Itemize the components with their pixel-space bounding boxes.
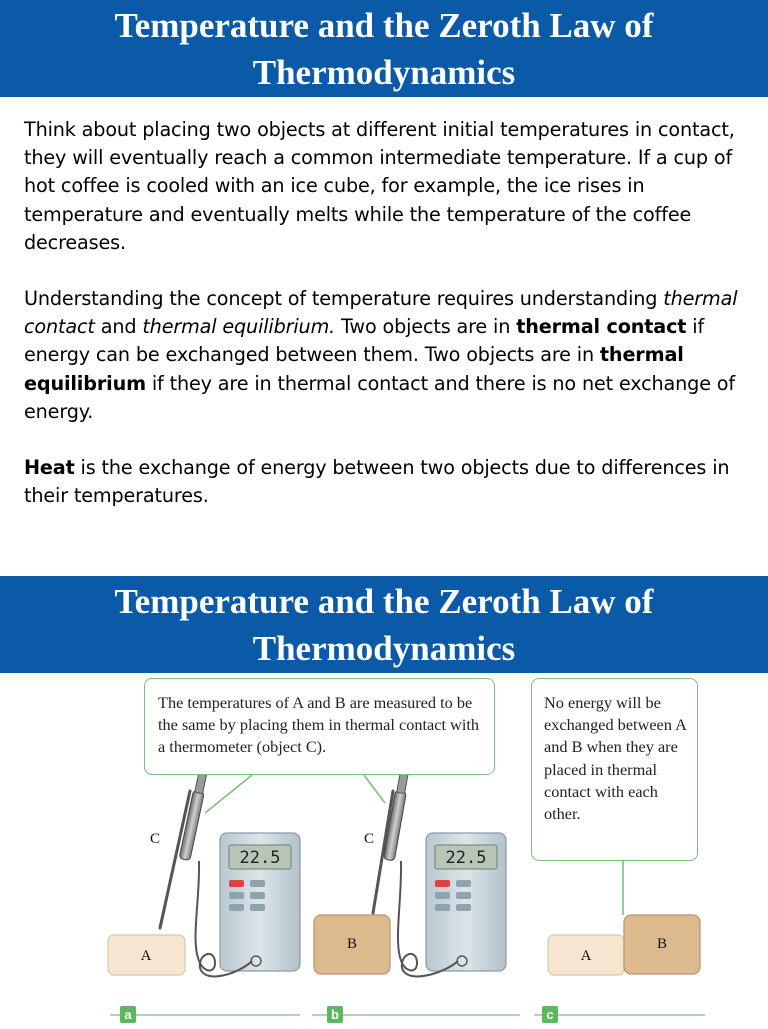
lcd-reading-a: 22.5 — [239, 848, 281, 868]
panel-c — [548, 915, 700, 975]
panel-tag-c — [534, 1006, 705, 1023]
thermometer-probe-a — [160, 769, 207, 928]
object-a-label-c: A — [580, 948, 592, 964]
thermometer-probe-b — [373, 769, 409, 913]
object-b-label: B — [346, 936, 358, 952]
panel-b — [314, 769, 506, 977]
lcd-reading-b: 22.5 — [445, 848, 487, 868]
thermal-definitions-paragraph: Understanding the concept of temperature requires understanding thermal contact and thermal equilibrium. Two objects are in thermal contact if energy can be exchanged between them. Two objects are in thermal equilibrium if they are in thermal contact and there is no net exchange of energy. — [24, 287, 738, 423]
panel-a — [108, 769, 300, 977]
digital-thermometer-b — [426, 833, 506, 971]
object-c-label-a: C — [149, 831, 161, 847]
object-a-label: A — [140, 948, 152, 964]
svg-text:c: c — [546, 1007, 554, 1022]
object-c-label-b: C — [363, 831, 375, 847]
term-thermal-contact: thermal contact — [516, 315, 687, 339]
intro-paragraph: Think about placing two objects at different initial temperatures in contact, they will eventually reach a common intermediate temperature. If a cup of hot coffee is cooled with an ice cube, for example, the ice rises in temperature and eventually melts while the temperature of the coffee decreases. — [24, 118, 735, 254]
panel-tag-b — [312, 1006, 520, 1023]
slide-1-title: Temperature and the Zeroth Law of Thermodynamics — [114, 5, 654, 92]
callout-ab-pointers — [205, 775, 385, 813]
svg-text:b: b — [331, 1007, 339, 1022]
slide-2-header — [0, 576, 768, 673]
slide-2-title: Temperature and the Zeroth Law of Thermodynamics — [114, 581, 654, 668]
object-b-label-c: B — [656, 936, 668, 952]
callout-no-energy-exchange: No energy will be exchanged between A and B when they are placed in thermal contact with each other. — [531, 678, 698, 861]
heat-definition-paragraph: Heat is the exchange of energy between two objects due to differences in their temperatures. — [24, 456, 730, 508]
term-heat: Heat — [24, 456, 75, 479]
slide-1-header — [0, 0, 768, 97]
panel-tag-a — [110, 1006, 300, 1023]
digital-thermometer-a — [220, 833, 300, 971]
term-thermal-equilibrium: thermal equilibrium — [24, 343, 684, 395]
callout-thermometer-measurement: The temperatures of A and B are measured to be the same by placing them in thermal contact with a thermometer (object C). — [144, 678, 495, 775]
svg-text:a: a — [124, 1007, 132, 1022]
